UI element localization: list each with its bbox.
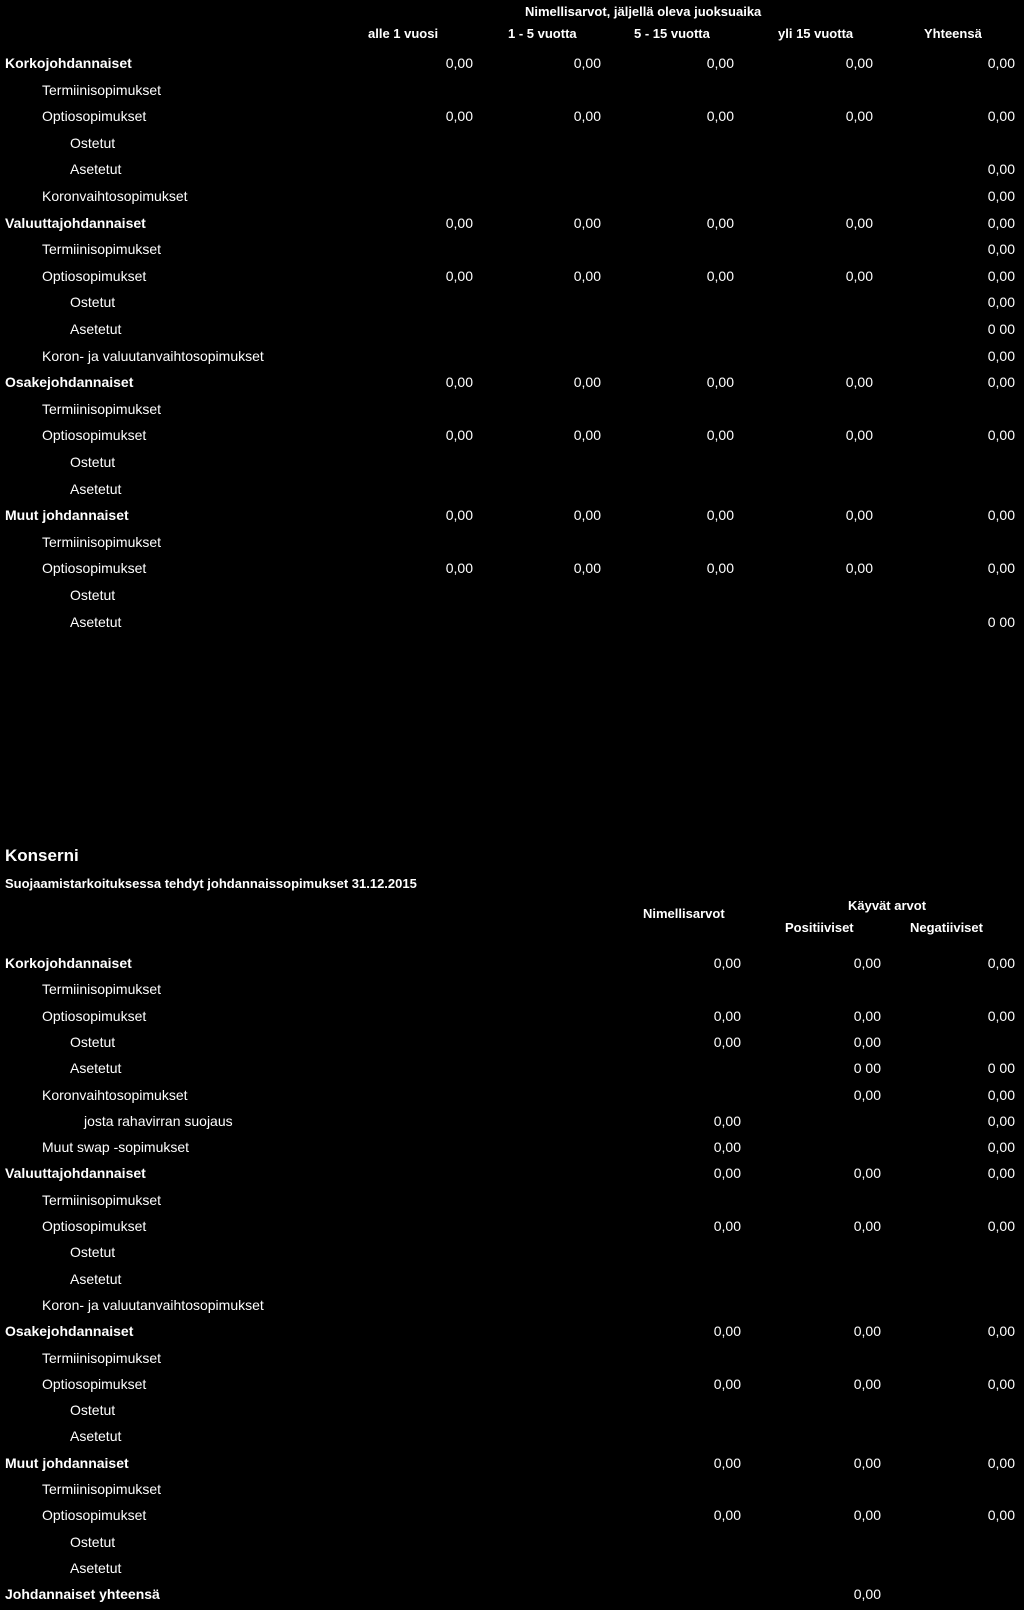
row-value: 0,00 bbox=[987, 1139, 1015, 1156]
row-label: Osakejohdannaiset bbox=[5, 1323, 134, 1340]
row-value: 0,00 bbox=[845, 427, 873, 444]
table-row bbox=[0, 977, 1024, 1003]
row-label: Korkojohdannaiset bbox=[5, 55, 132, 71]
table-row bbox=[0, 1293, 1024, 1319]
table-row bbox=[0, 1503, 1024, 1529]
row-label: Muut johdannaiset bbox=[5, 507, 129, 524]
row-value: 0,00 bbox=[713, 1033, 741, 1050]
row-value: 0,00 bbox=[987, 1507, 1015, 1524]
table-row bbox=[0, 503, 1024, 529]
table-row bbox=[0, 237, 1024, 263]
table-row bbox=[0, 1188, 1024, 1214]
row-value: 0,00 bbox=[987, 241, 1015, 258]
row-value: 0,00 bbox=[987, 188, 1015, 204]
row-label: Asetetut bbox=[70, 161, 122, 178]
table2-col-header-negatiiviset: Negatiiviset bbox=[910, 920, 983, 935]
row-label: Termiinisopimukset bbox=[42, 533, 162, 550]
row-value: 0,00 bbox=[987, 108, 1015, 125]
table2-group-header: Käyvät arvot bbox=[848, 898, 927, 913]
row-label: Asetetut bbox=[70, 1270, 122, 1287]
row-value: 0,00 bbox=[987, 294, 1015, 311]
row-value: 0,00 bbox=[573, 374, 601, 391]
row-label: Termiinisopimukset bbox=[42, 241, 162, 258]
row-value: 0,00 bbox=[987, 374, 1015, 391]
row-label: Asetetut bbox=[70, 1060, 122, 1077]
table-row bbox=[0, 1267, 1024, 1293]
row-value: 0,00 bbox=[987, 267, 1015, 284]
row-value: 0,00 bbox=[987, 955, 1015, 971]
row-label: Termiinisopimukset bbox=[42, 981, 162, 998]
table-row bbox=[0, 423, 1024, 449]
row-label: Muut swap -sopimukset bbox=[42, 1139, 190, 1156]
table1-col-header: 5 - 15 vuotta bbox=[634, 26, 710, 41]
row-value: 0 00 bbox=[987, 1060, 1015, 1077]
row-value: 0,00 bbox=[845, 267, 873, 284]
row-value: 0,00 bbox=[706, 427, 734, 444]
row-label: Optiosopimukset bbox=[42, 1218, 147, 1234]
row-value: 0,00 bbox=[853, 1086, 881, 1103]
table-row bbox=[0, 530, 1024, 556]
table-row bbox=[0, 1582, 1024, 1608]
table-row bbox=[0, 104, 1024, 130]
table-row bbox=[0, 1083, 1024, 1109]
row-value: 0,00 bbox=[987, 560, 1015, 577]
row-label: Asetetut bbox=[70, 613, 122, 630]
row-value: 0,00 bbox=[987, 1165, 1015, 1182]
table-row bbox=[0, 290, 1024, 316]
row-value: 0,00 bbox=[706, 108, 734, 125]
row-label: Termiinisopimukset bbox=[42, 400, 162, 417]
row-value: 0,00 bbox=[853, 1033, 881, 1050]
row-value: 0,00 bbox=[845, 55, 873, 71]
row-value: 0,00 bbox=[713, 1323, 741, 1340]
table-row bbox=[0, 1424, 1024, 1450]
table-row bbox=[0, 1056, 1024, 1082]
row-label: Muut johdannaiset bbox=[5, 1454, 129, 1471]
row-label: Ostetut bbox=[70, 134, 116, 151]
table-row bbox=[0, 1109, 1024, 1135]
row-value: 0,00 bbox=[845, 560, 873, 577]
table2-col-header-positiiviset: Positiiviset bbox=[785, 920, 854, 935]
row-label: Optiosopimukset bbox=[42, 427, 147, 444]
row-value: 0 00 bbox=[987, 321, 1015, 337]
table-row bbox=[0, 131, 1024, 157]
table-row bbox=[0, 317, 1024, 343]
table-row bbox=[0, 264, 1024, 290]
row-label: Termiinisopimukset bbox=[42, 1349, 162, 1366]
row-label: Optiosopimukset bbox=[42, 1007, 147, 1024]
row-value: 0,00 bbox=[853, 1507, 881, 1524]
table-row bbox=[0, 1530, 1024, 1556]
table-row bbox=[0, 1240, 1024, 1266]
table-row bbox=[0, 370, 1024, 396]
table-row bbox=[0, 1372, 1024, 1398]
row-label: Valuuttajohdannaiset bbox=[5, 214, 146, 231]
row-value: 0,00 bbox=[713, 1139, 741, 1156]
row-label: Koronvaihtosopimukset bbox=[42, 188, 188, 204]
table-row bbox=[0, 78, 1024, 104]
row-value: 0,00 bbox=[573, 267, 601, 284]
row-value: 0,00 bbox=[445, 214, 473, 231]
row-value: 0,00 bbox=[987, 1375, 1015, 1392]
row-label: josta rahavirran suojaus bbox=[84, 1112, 233, 1129]
row-value: 0,00 bbox=[573, 108, 601, 125]
row-label: Korkojohdannaiset bbox=[5, 955, 132, 971]
row-label: Ostetut bbox=[70, 294, 116, 311]
row-value: 0,00 bbox=[713, 1007, 741, 1024]
table-row bbox=[0, 1030, 1024, 1056]
row-value: 0,00 bbox=[987, 1218, 1015, 1234]
row-value: 0,00 bbox=[713, 955, 741, 971]
row-value: 0,00 bbox=[713, 1375, 741, 1392]
row-label: Ostetut bbox=[70, 1402, 116, 1419]
row-label: Asetetut bbox=[70, 1428, 122, 1445]
row-value: 0,00 bbox=[706, 55, 734, 71]
table1-super-header: Nimellisarvot, jäljellä oleva juoksuaika bbox=[525, 4, 762, 19]
table-row bbox=[0, 1346, 1024, 1372]
row-value: 0,00 bbox=[987, 161, 1015, 178]
row-value: 0,00 bbox=[706, 374, 734, 391]
row-label: Termiinisopimukset bbox=[42, 1191, 162, 1208]
row-value: 0,00 bbox=[445, 108, 473, 125]
row-label: Ostetut bbox=[70, 1033, 116, 1050]
row-value: 0,00 bbox=[445, 267, 473, 284]
table-row bbox=[0, 184, 1024, 210]
row-value: 0,00 bbox=[573, 55, 601, 71]
row-value: 0,00 bbox=[845, 214, 873, 231]
row-value: 0,00 bbox=[853, 1586, 881, 1603]
row-value: 0,00 bbox=[445, 507, 473, 524]
row-value: 0,00 bbox=[987, 427, 1015, 444]
row-value: 0,00 bbox=[573, 214, 601, 231]
section-subtitle: Suojaamistarkoituksessa tehdyt johdannaissopimukset 31.12.2015 bbox=[5, 876, 417, 891]
table-row bbox=[0, 344, 1024, 370]
table-row bbox=[0, 1161, 1024, 1187]
table-row bbox=[0, 211, 1024, 237]
table-row bbox=[0, 1451, 1024, 1477]
row-value: 0,00 bbox=[713, 1454, 741, 1471]
row-label: Termiinisopimukset bbox=[42, 1481, 162, 1497]
table-row bbox=[0, 1556, 1024, 1582]
row-value: 0,00 bbox=[713, 1507, 741, 1524]
row-value: 0,00 bbox=[853, 1375, 881, 1392]
table-row bbox=[0, 51, 1024, 77]
row-value: 0,00 bbox=[845, 108, 873, 125]
row-label: Ostetut bbox=[70, 454, 116, 470]
row-value: 0,00 bbox=[713, 1165, 741, 1182]
row-value: 0,00 bbox=[445, 374, 473, 391]
row-value: 0,00 bbox=[987, 1454, 1015, 1471]
row-value: 0 00 bbox=[853, 1060, 881, 1077]
row-label: Termiinisopimukset bbox=[42, 81, 162, 98]
row-value: 0,00 bbox=[445, 427, 473, 444]
row-value: 0,00 bbox=[706, 507, 734, 524]
row-label: Ostetut bbox=[70, 1244, 116, 1261]
row-value: 0,00 bbox=[987, 507, 1015, 524]
table-row bbox=[0, 1477, 1024, 1503]
row-value: 0,00 bbox=[713, 1112, 741, 1129]
table2-col-header-nimellisarvot: Nimellisarvot bbox=[643, 906, 725, 921]
table-row bbox=[0, 1319, 1024, 1345]
row-value: 0,00 bbox=[853, 1454, 881, 1471]
row-label: Optiosopimukset bbox=[42, 108, 147, 125]
row-value: 0,00 bbox=[853, 1007, 881, 1024]
table-row bbox=[0, 397, 1024, 423]
row-label: Koron- ja valuutanvaihtosopimukset bbox=[42, 347, 264, 364]
row-label: Koron- ja valuutanvaihtosopimukset bbox=[42, 1296, 264, 1313]
row-value: 0 00 bbox=[987, 613, 1015, 630]
row-label: Osakejohdannaiset bbox=[5, 374, 134, 391]
row-value: 0,00 bbox=[706, 560, 734, 577]
row-value: 0,00 bbox=[445, 55, 473, 71]
row-label: Optiosopimukset bbox=[42, 1375, 147, 1392]
row-value: 0,00 bbox=[853, 1323, 881, 1340]
table-row bbox=[0, 1398, 1024, 1424]
row-value: 0,00 bbox=[713, 1218, 741, 1234]
row-value: 0,00 bbox=[706, 214, 734, 231]
row-label: Asetetut bbox=[70, 321, 122, 337]
row-value: 0,00 bbox=[853, 1218, 881, 1234]
row-value: 0,00 bbox=[573, 427, 601, 444]
row-value: 0,00 bbox=[853, 1165, 881, 1182]
row-value: 0,00 bbox=[853, 955, 881, 971]
table-row bbox=[0, 477, 1024, 503]
table-row bbox=[0, 157, 1024, 183]
row-value: 0,00 bbox=[706, 267, 734, 284]
table-row bbox=[0, 1135, 1024, 1161]
row-value: 0,00 bbox=[987, 1323, 1015, 1340]
row-label: Asetetut bbox=[70, 1559, 122, 1576]
table1-col-header: yli 15 vuotta bbox=[778, 26, 854, 41]
table-row bbox=[0, 951, 1024, 977]
row-label: Ostetut bbox=[70, 1533, 116, 1550]
row-value: 0,00 bbox=[573, 560, 601, 577]
row-label: Asetetut bbox=[70, 480, 122, 497]
row-value: 0,00 bbox=[987, 1007, 1015, 1024]
row-value: 0,00 bbox=[845, 374, 873, 391]
section-title: Konserni bbox=[5, 846, 79, 865]
row-label: Valuuttajohdannaiset bbox=[5, 1165, 146, 1182]
row-label: Johdannaiset yhteensä bbox=[5, 1586, 160, 1603]
row-label: Ostetut bbox=[70, 587, 116, 603]
table-row bbox=[0, 583, 1024, 609]
row-label: Optiosopimukset bbox=[42, 560, 147, 577]
table-row bbox=[0, 1214, 1024, 1240]
row-value: 0,00 bbox=[845, 507, 873, 524]
table1-col-header: Yhteensä bbox=[924, 26, 982, 41]
row-value: 0,00 bbox=[987, 55, 1015, 71]
row-value: 0,00 bbox=[987, 214, 1015, 231]
table-row bbox=[0, 610, 1024, 636]
row-value: 0,00 bbox=[573, 507, 601, 524]
table-row bbox=[0, 556, 1024, 582]
table-row bbox=[0, 1004, 1024, 1030]
row-value: 0,00 bbox=[987, 1086, 1015, 1103]
row-label: Optiosopimukset bbox=[42, 267, 147, 284]
row-value: 0,00 bbox=[445, 560, 473, 577]
row-label: Optiosopimukset bbox=[42, 1507, 147, 1524]
row-label: Koronvaihtosopimukset bbox=[42, 1086, 188, 1103]
row-value: 0,00 bbox=[987, 347, 1015, 364]
table-row bbox=[0, 450, 1024, 476]
row-value: 0,00 bbox=[987, 1112, 1015, 1129]
table1-col-header: 1 - 5 vuotta bbox=[508, 26, 577, 41]
table1-col-header: alle 1 vuosi bbox=[368, 26, 439, 41]
